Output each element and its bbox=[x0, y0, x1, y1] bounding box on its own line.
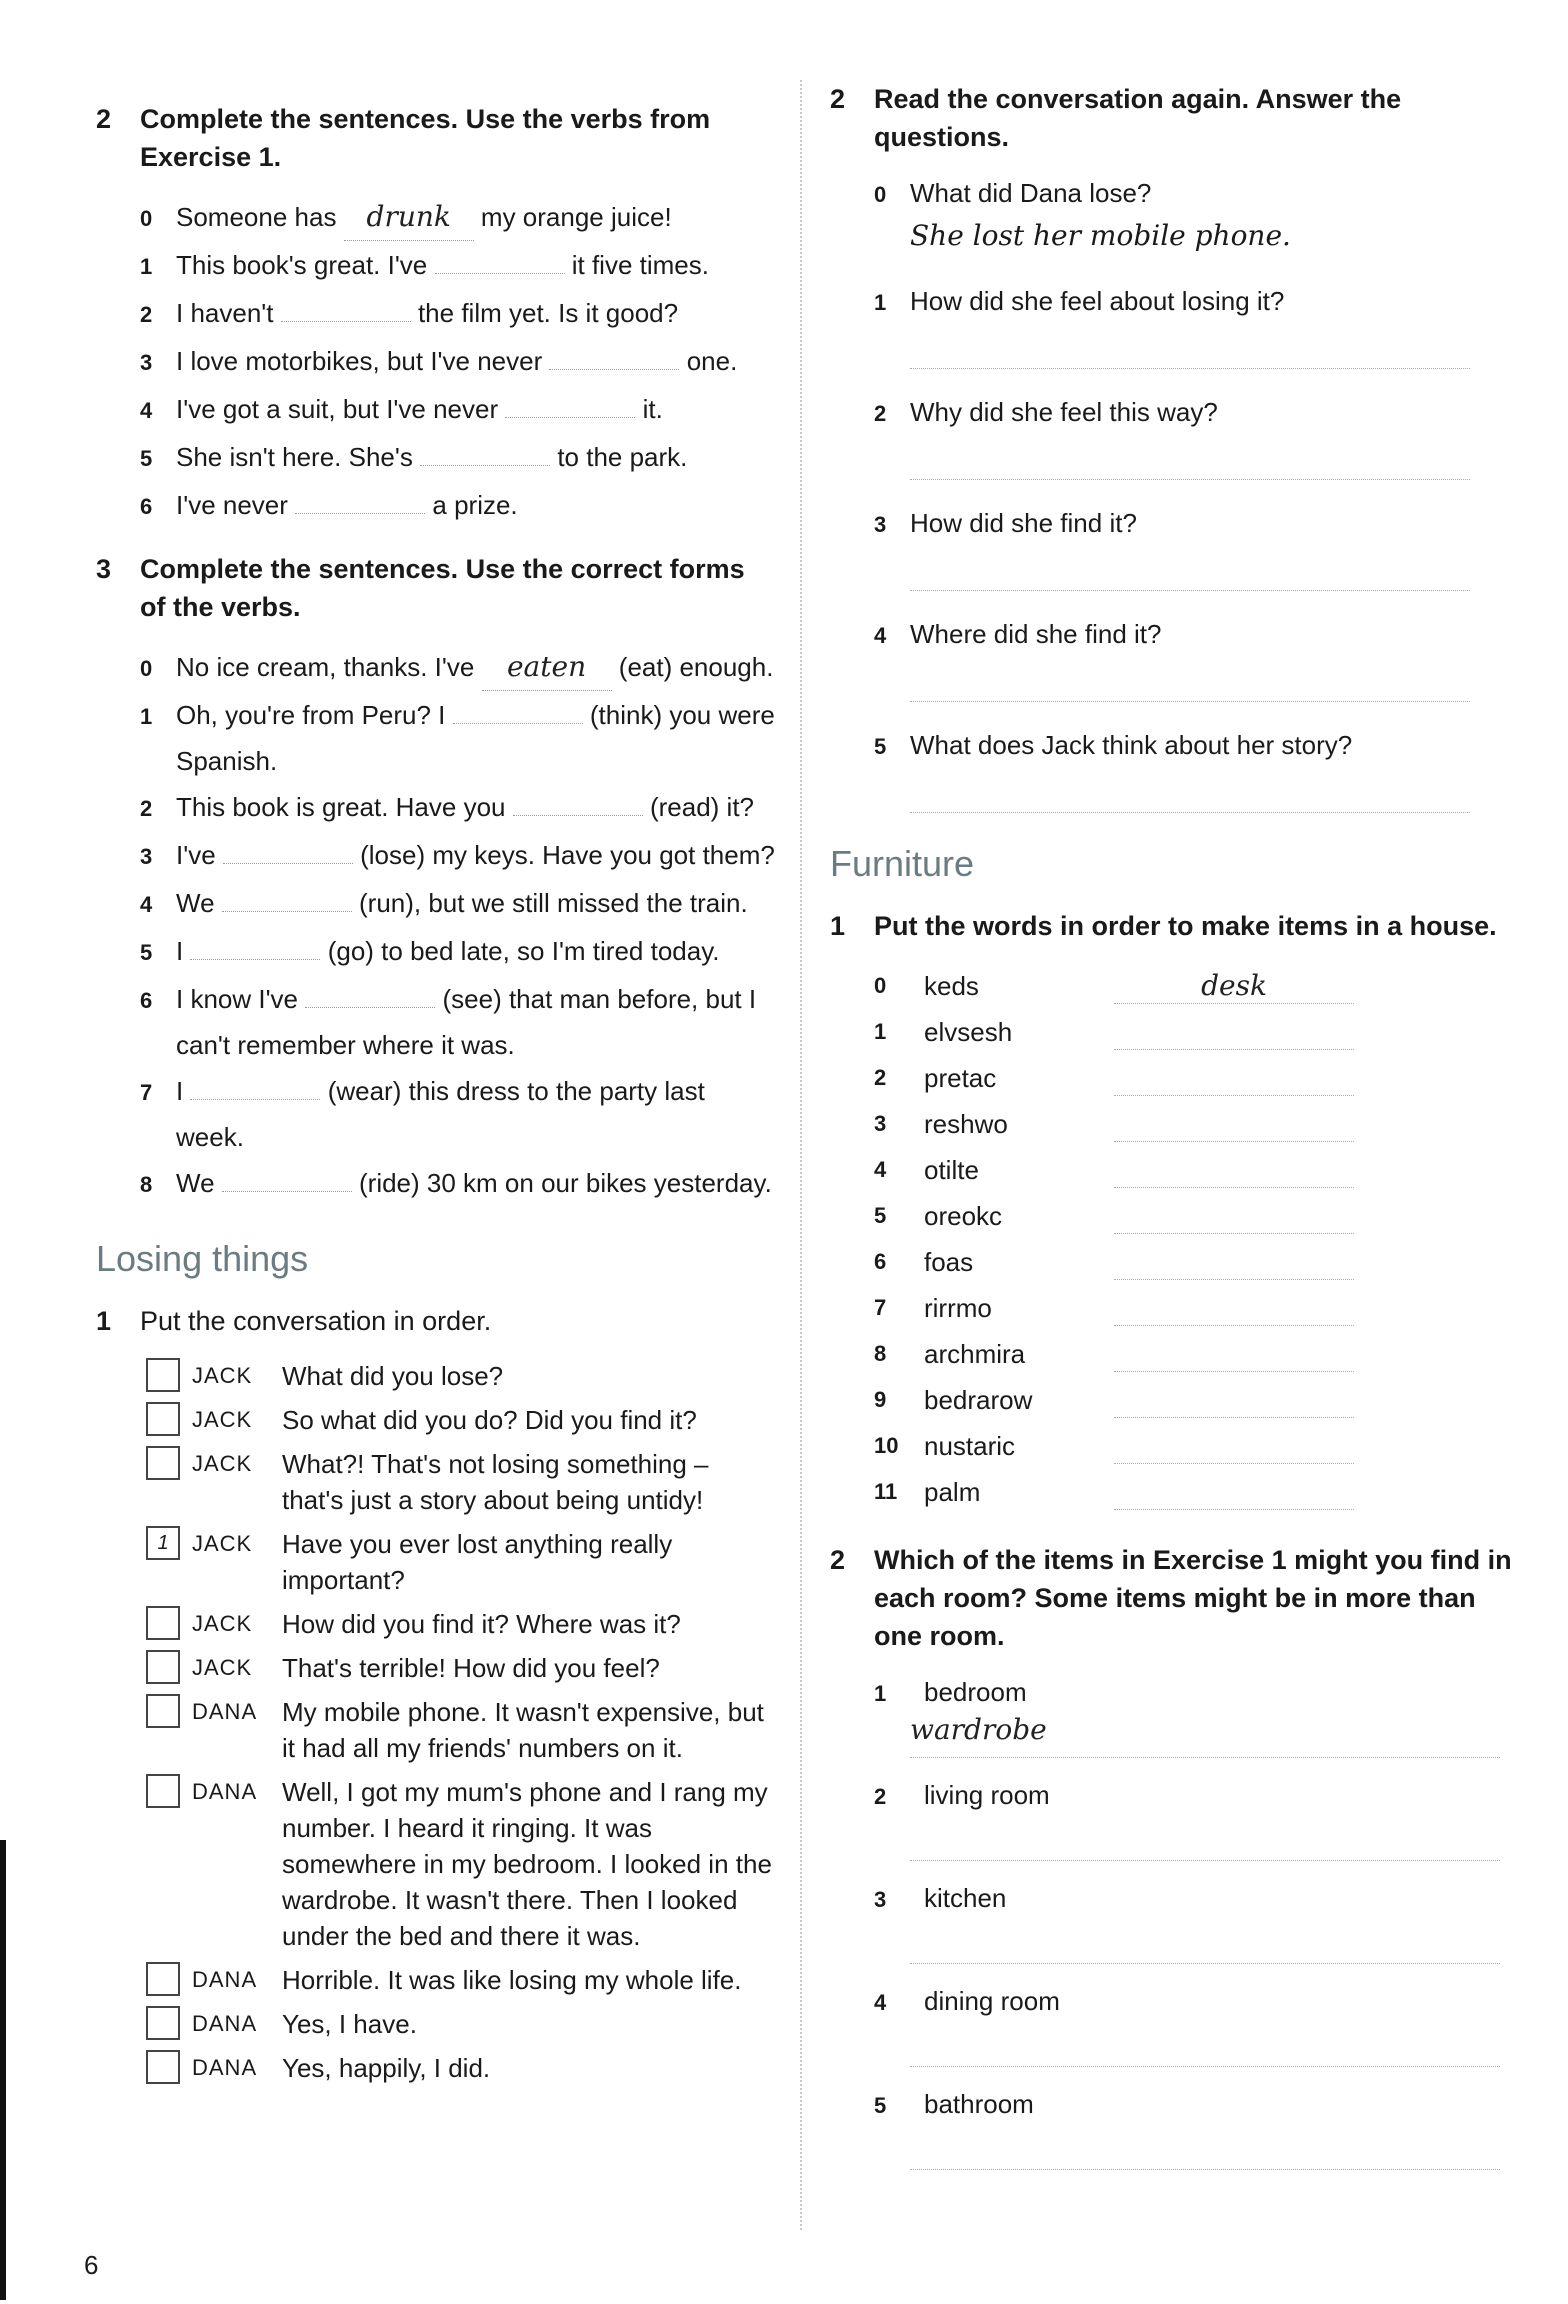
answer-line[interactable] bbox=[910, 322, 1470, 369]
item-number: 1 bbox=[874, 1681, 887, 1706]
room-item bbox=[874, 1982, 1520, 2067]
room-list bbox=[874, 1673, 1520, 2170]
item-number: 5 bbox=[140, 446, 153, 471]
scrambled-word: otilte bbox=[924, 1155, 979, 1185]
exercise-heading bbox=[96, 100, 776, 176]
answer-line[interactable]: wardrobe bbox=[910, 1713, 1500, 1758]
speaker: JACK bbox=[192, 1407, 253, 1432]
exercise-instruction: Complete the sentences. Use the verbs from Exercise 1. bbox=[140, 104, 711, 172]
answer-blank[interactable]: desk bbox=[1114, 963, 1354, 1004]
item-number: 1 bbox=[140, 254, 153, 279]
word-item bbox=[874, 1331, 1520, 1377]
sentence-after: (go) to bed late, so I'm tired today. bbox=[327, 936, 720, 966]
item-number: 2 bbox=[874, 1065, 887, 1090]
word-item bbox=[874, 963, 1520, 1009]
sentence-after: a prize. bbox=[432, 490, 518, 520]
answer-blank[interactable] bbox=[453, 723, 583, 724]
exercise-number: 1 bbox=[96, 1306, 112, 1336]
answer-blank[interactable] bbox=[1114, 1147, 1354, 1188]
exercise-2-items bbox=[140, 194, 776, 530]
answer-line[interactable] bbox=[910, 433, 1470, 480]
sentence-before: I've never bbox=[176, 490, 288, 520]
sentence-item bbox=[140, 692, 776, 784]
line-text: Horrible. It was like losing my whole life. bbox=[282, 1965, 742, 1995]
sentence-item bbox=[140, 1068, 776, 1160]
sentence-item bbox=[140, 290, 776, 338]
sentence-before: I bbox=[176, 1076, 184, 1106]
right-column bbox=[830, 80, 1520, 2188]
item-number: 4 bbox=[874, 1157, 887, 1182]
answer-blank[interactable]: eaten bbox=[482, 644, 612, 691]
answer-line[interactable] bbox=[910, 766, 1470, 813]
answer-blank[interactable] bbox=[223, 863, 353, 864]
sentence-before: I know I've bbox=[176, 984, 299, 1014]
speaker: DANA bbox=[192, 1699, 258, 1724]
answer-text[interactable]: She lost her mobile phone. bbox=[910, 219, 1291, 252]
page-number: 6 bbox=[84, 2250, 99, 2280]
conversation-line bbox=[146, 1526, 776, 1598]
sentence-before: I've bbox=[176, 840, 216, 870]
order-box[interactable] bbox=[146, 1358, 180, 1392]
item-number: 5 bbox=[140, 940, 153, 965]
question-text: How did she find it? bbox=[910, 508, 1137, 538]
item-number: 5 bbox=[874, 1203, 887, 1228]
exercise-number: 1 bbox=[830, 911, 846, 941]
order-box[interactable] bbox=[146, 2006, 180, 2040]
exercise-heading bbox=[96, 550, 776, 626]
exercise-heading bbox=[96, 1302, 776, 1340]
answer-blank[interactable] bbox=[1114, 1331, 1354, 1372]
item-number: 1 bbox=[874, 1019, 887, 1044]
speaker: JACK bbox=[192, 1655, 253, 1680]
sentence-item bbox=[140, 434, 776, 482]
sentence-item bbox=[140, 242, 776, 290]
answer-blank[interactable] bbox=[295, 513, 425, 514]
answer-line[interactable] bbox=[910, 544, 1470, 591]
sentence-item bbox=[140, 880, 776, 928]
order-box[interactable] bbox=[146, 1650, 180, 1684]
question-item bbox=[874, 174, 1520, 258]
line-text: What?! That's not losing something – that's just a story about being untidy! bbox=[282, 1449, 709, 1515]
item-number: 6 bbox=[874, 1249, 887, 1274]
line-text: My mobile phone. It wasn't expensive, but it had all my friends' numbers on it. bbox=[282, 1697, 764, 1763]
question-text: Where did she find it? bbox=[910, 619, 1162, 649]
order-box[interactable] bbox=[146, 1962, 180, 1996]
speaker: DANA bbox=[192, 2011, 258, 2036]
word-item bbox=[874, 1469, 1520, 1515]
item-number: 7 bbox=[874, 1295, 887, 1320]
sentence-after: (read) it? bbox=[649, 792, 755, 822]
answer-line[interactable] bbox=[910, 1816, 1500, 1861]
item-number: 3 bbox=[140, 844, 153, 869]
item-number: 1 bbox=[140, 704, 153, 729]
speaker: JACK bbox=[192, 1611, 253, 1636]
sentence-before: I bbox=[176, 936, 184, 966]
sentence-item bbox=[140, 1160, 776, 1208]
sentence-before: No ice cream, thanks. I've bbox=[176, 652, 475, 682]
exercise-instruction: Put the words in order to make items in a house. bbox=[874, 911, 1497, 941]
scrambled-word: foas bbox=[924, 1247, 974, 1277]
question-item bbox=[874, 504, 1520, 591]
line-text: That's terrible! How did you feel? bbox=[282, 1653, 660, 1683]
conversation-line bbox=[146, 1606, 776, 1642]
sentence-after: one. bbox=[686, 346, 738, 376]
sentence-after: (wear) this dress to the party last week. bbox=[176, 1076, 705, 1152]
scrambled-word: reshwo bbox=[924, 1109, 1008, 1139]
conversation-line bbox=[146, 1962, 776, 1998]
conversation-line bbox=[146, 1650, 776, 1686]
word-list bbox=[874, 963, 1520, 1515]
room-item bbox=[874, 2085, 1520, 2170]
sentence-item bbox=[140, 644, 776, 692]
room-name: dining room bbox=[924, 1986, 1060, 2016]
order-box[interactable] bbox=[146, 1694, 180, 1728]
sentence-before: I love motorbikes, but I've never bbox=[176, 346, 543, 376]
item-number: 4 bbox=[140, 892, 153, 917]
item-number: 8 bbox=[874, 1341, 887, 1366]
conversation-line bbox=[146, 1402, 776, 1438]
exercise-instruction: Complete the sentences. Use the correct forms of the verbs. bbox=[140, 554, 745, 622]
sentence-after: it. bbox=[642, 394, 663, 424]
sentence-item bbox=[140, 194, 776, 242]
column-divider bbox=[800, 80, 802, 2230]
speaker: DANA bbox=[192, 2055, 258, 2080]
sentence-item bbox=[140, 482, 776, 530]
scrambled-word: keds bbox=[924, 971, 979, 1001]
scrambled-word: bedrarow bbox=[924, 1385, 1033, 1415]
question-text: What did Dana lose? bbox=[910, 178, 1152, 208]
exercise-number: 2 bbox=[830, 84, 846, 114]
conversation-line bbox=[146, 2006, 776, 2042]
answer-blank[interactable] bbox=[505, 417, 635, 418]
scrambled-word: pretac bbox=[924, 1063, 997, 1093]
item-number: 1 bbox=[874, 290, 887, 315]
line-text: Yes, happily, I did. bbox=[282, 2053, 491, 2083]
answer-blank[interactable] bbox=[1114, 1193, 1354, 1234]
word-item bbox=[874, 1009, 1520, 1055]
conversation-line bbox=[146, 1694, 776, 1766]
order-box[interactable] bbox=[146, 2050, 180, 2084]
answer-blank[interactable]: drunk bbox=[344, 194, 474, 241]
sentence-after: (run), but we still missed the train. bbox=[359, 888, 748, 918]
answer-blank[interactable] bbox=[420, 465, 550, 466]
room-name: kitchen bbox=[924, 1883, 1007, 1913]
answer-blank[interactable] bbox=[513, 815, 643, 816]
room-item bbox=[874, 1776, 1520, 1861]
room-name: bathroom bbox=[924, 2089, 1034, 2119]
sentence-after: (eat) enough. bbox=[618, 652, 774, 682]
answer-blank[interactable] bbox=[1114, 1285, 1354, 1326]
item-number: 10 bbox=[874, 1433, 899, 1458]
conversation-line bbox=[146, 2050, 776, 2086]
word-item bbox=[874, 1101, 1520, 1147]
questions-list bbox=[874, 174, 1520, 813]
answer-line[interactable] bbox=[910, 655, 1470, 702]
sentence-item bbox=[140, 976, 776, 1068]
scrambled-word: rirrmo bbox=[924, 1293, 992, 1323]
item-number: 4 bbox=[140, 398, 153, 423]
sentence-item bbox=[140, 338, 776, 386]
scan-edge bbox=[0, 1840, 6, 2300]
item-number: 2 bbox=[874, 401, 887, 426]
scrambled-word: nustaric bbox=[924, 1431, 1016, 1461]
speaker: JACK bbox=[192, 1531, 253, 1556]
sentence-before: Oh, you're from Peru? I bbox=[176, 700, 446, 730]
item-number: 2 bbox=[874, 1784, 887, 1809]
answer-blank[interactable] bbox=[1114, 1423, 1354, 1464]
answer-blank[interactable] bbox=[305, 1007, 435, 1008]
item-number: 4 bbox=[874, 1990, 887, 2015]
line-text: Well, I got my mum's phone and I rang my number. I heard it ringing. It was somewhere in my bedroom. I looked in the wardrobe. It wasn't there. Then I looked under the bed and there it was. bbox=[282, 1777, 772, 1951]
conversation-line bbox=[146, 1446, 776, 1518]
answer-blank[interactable] bbox=[1114, 1377, 1354, 1418]
item-number: 5 bbox=[874, 734, 887, 759]
word-item bbox=[874, 1147, 1520, 1193]
answer-blank[interactable] bbox=[1114, 1055, 1354, 1096]
order-box[interactable] bbox=[146, 1774, 180, 1808]
line-text: What did you lose? bbox=[282, 1361, 504, 1391]
item-number: 4 bbox=[874, 623, 887, 648]
sentence-after: my orange juice! bbox=[480, 202, 672, 232]
conversation-line bbox=[146, 1358, 776, 1394]
word-item bbox=[874, 1193, 1520, 1239]
scrambled-word: palm bbox=[924, 1477, 981, 1507]
answer-blank[interactable] bbox=[1114, 1009, 1354, 1050]
item-number: 5 bbox=[874, 2093, 887, 2118]
answer-blank[interactable] bbox=[549, 369, 679, 370]
sentence-before: I haven't bbox=[176, 298, 274, 328]
room-name: living room bbox=[924, 1780, 1050, 1810]
answer-line[interactable] bbox=[910, 1919, 1500, 1964]
sentence-before: We bbox=[176, 1168, 215, 1198]
exercise-number: 2 bbox=[830, 1545, 846, 1575]
section-title: Losing things bbox=[96, 1238, 309, 1279]
answer-blank[interactable] bbox=[190, 1099, 320, 1100]
order-box[interactable]: 1 bbox=[146, 1526, 180, 1560]
answer-blank[interactable] bbox=[1114, 1239, 1354, 1280]
room-item bbox=[874, 1879, 1520, 1964]
exercise-heading bbox=[830, 1541, 1520, 1655]
answer-blank[interactable] bbox=[435, 273, 565, 274]
conversation-line bbox=[146, 1774, 776, 1954]
sentence-before: This book is great. Have you bbox=[176, 792, 506, 822]
exercise-number: 3 bbox=[96, 554, 112, 584]
question-text: Why did she feel this way? bbox=[910, 397, 1218, 427]
sentence-after: (think) you were Spanish. bbox=[176, 700, 775, 776]
question-item bbox=[874, 726, 1520, 813]
word-item bbox=[874, 1423, 1520, 1469]
item-number: 0 bbox=[874, 182, 887, 207]
exercise-instruction: Read the conversation again. Answer the questions. bbox=[874, 84, 1402, 152]
item-number: 7 bbox=[140, 1080, 153, 1105]
line-text: How did you find it? Where was it? bbox=[282, 1609, 681, 1639]
section-title: Furniture bbox=[830, 843, 975, 884]
word-item bbox=[874, 1285, 1520, 1331]
speaker: JACK bbox=[192, 1363, 253, 1388]
scrambled-word: oreokc bbox=[924, 1201, 1003, 1231]
sentence-before: She isn't here. She's bbox=[176, 442, 413, 472]
sentence-before: This book's great. I've bbox=[176, 250, 428, 280]
answer-line[interactable] bbox=[910, 2125, 1500, 2170]
scrambled-word: elvsesh bbox=[924, 1017, 1013, 1047]
item-number: 3 bbox=[874, 1111, 887, 1136]
question-item bbox=[874, 282, 1520, 369]
question-text: How did she feel about losing it? bbox=[910, 286, 1285, 316]
exercise-instruction: Put the conversation in order. bbox=[140, 1306, 492, 1336]
sentence-after: to the park. bbox=[557, 442, 688, 472]
item-number: 2 bbox=[140, 302, 153, 327]
item-number: 2 bbox=[140, 796, 153, 821]
order-box[interactable] bbox=[146, 1402, 180, 1436]
exercise-instruction: Which of the items in Exercise 1 might you find in each room? Some items might be in more than one room. bbox=[874, 1545, 1512, 1651]
sentence-after: (see) that man before, but I can't remember where it was. bbox=[176, 984, 757, 1060]
order-box[interactable] bbox=[146, 1606, 180, 1640]
exercise-heading bbox=[830, 907, 1520, 945]
word-item bbox=[874, 1377, 1520, 1423]
answer-blank[interactable] bbox=[222, 1191, 352, 1192]
item-number: 6 bbox=[140, 494, 153, 519]
exercise-number: 2 bbox=[96, 104, 112, 134]
word-item bbox=[874, 1055, 1520, 1101]
sentence-item bbox=[140, 386, 776, 434]
sentence-after: it five times. bbox=[571, 250, 709, 280]
item-number: 0 bbox=[140, 656, 153, 681]
item-number: 3 bbox=[140, 350, 153, 375]
speaker: JACK bbox=[192, 1451, 253, 1476]
left-column bbox=[96, 100, 776, 2094]
line-text: Yes, I have. bbox=[282, 2009, 417, 2039]
speaker: DANA bbox=[192, 1779, 258, 1804]
conversation-list bbox=[146, 1358, 776, 2086]
order-box[interactable] bbox=[146, 1446, 180, 1480]
answer-blank[interactable] bbox=[190, 959, 320, 960]
sentence-item bbox=[140, 784, 776, 832]
item-number: 11 bbox=[874, 1479, 898, 1504]
sentence-after: (lose) my keys. Have you got them? bbox=[360, 840, 775, 870]
answer-blank[interactable] bbox=[222, 911, 352, 912]
exercise-heading bbox=[830, 80, 1520, 156]
question-item bbox=[874, 615, 1520, 702]
item-number: 0 bbox=[140, 206, 153, 231]
speaker: DANA bbox=[192, 1967, 258, 1992]
sentence-after: (ride) 30 km on our bikes yesterday. bbox=[359, 1168, 772, 1198]
item-number: 8 bbox=[140, 1172, 153, 1197]
item-number: 9 bbox=[874, 1387, 887, 1412]
item-number: 6 bbox=[140, 988, 153, 1013]
item-number: 0 bbox=[874, 973, 887, 998]
question-item bbox=[874, 393, 1520, 480]
item-number: 3 bbox=[874, 512, 887, 537]
answer-blank[interactable] bbox=[1114, 1101, 1354, 1142]
sentence-item bbox=[140, 928, 776, 976]
room-item bbox=[874, 1673, 1520, 1758]
item-number: 3 bbox=[874, 1887, 887, 1912]
line-text: Have you ever lost anything really important? bbox=[282, 1529, 673, 1595]
answer-blank[interactable] bbox=[1114, 1469, 1354, 1510]
exercise-3-items bbox=[140, 644, 776, 1208]
sentence-item bbox=[140, 832, 776, 880]
room-name: bedroom bbox=[924, 1677, 1027, 1707]
sentence-after: the film yet. Is it good? bbox=[417, 298, 679, 328]
line-text: So what did you do? Did you find it? bbox=[282, 1405, 697, 1435]
word-item bbox=[874, 1239, 1520, 1285]
scrambled-word: archmira bbox=[924, 1339, 1026, 1369]
sentence-before: Someone has bbox=[176, 202, 337, 232]
question-text: What does Jack think about her story? bbox=[910, 730, 1353, 760]
answer-blank[interactable] bbox=[281, 321, 411, 322]
sentence-before: I've got a suit, but I've never bbox=[176, 394, 499, 424]
answer-line[interactable] bbox=[910, 2022, 1500, 2067]
sentence-before: We bbox=[176, 888, 215, 918]
